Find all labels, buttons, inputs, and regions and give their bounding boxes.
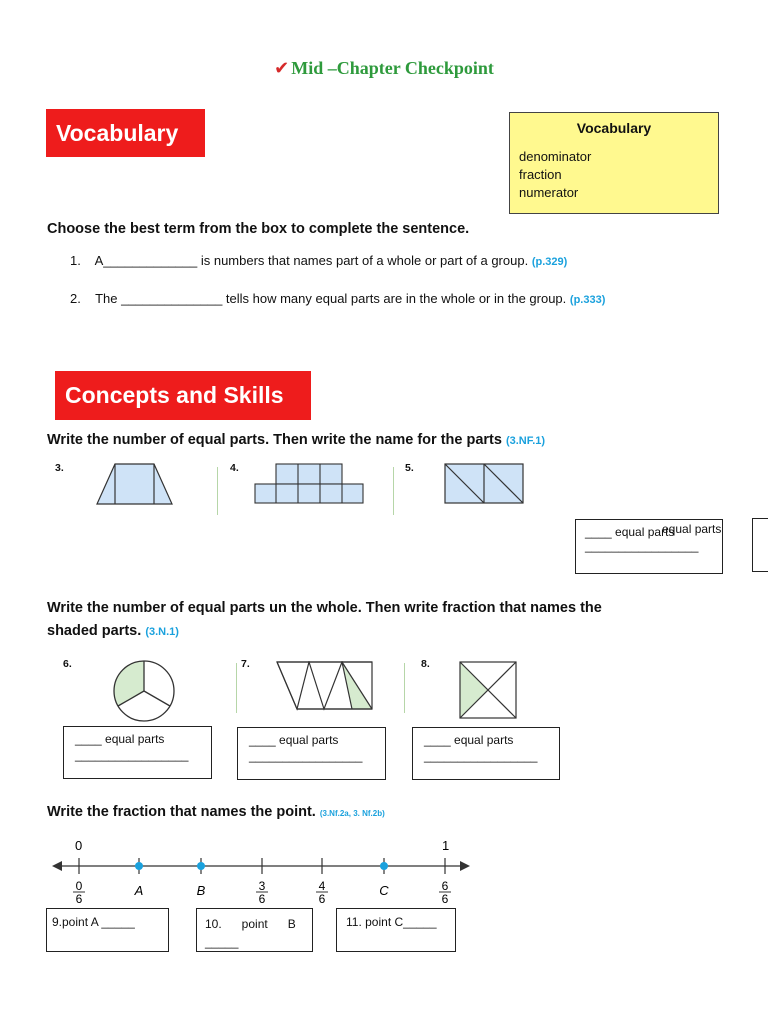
vocabulary-term-list [519,148,718,202]
fraction-line: _________________ [424,749,538,763]
fraction-4-denominator: 6 [318,892,326,906]
fraction-3-denominator: 6 [258,892,266,906]
vocab-term: denominator [519,149,592,164]
shape-8-number: 8. [421,658,430,670]
point-a-prompt: 9.point A _____ [52,915,135,929]
question-2-text: The ______________ tells how many equal parts are in the whole or in the group. [95,291,567,306]
vocab-term: fraction [519,167,562,182]
stacked-rectangles-shape [254,463,366,505]
instruction-equal-parts-text: Write the number of equal parts. Then write the name for the parts [47,432,502,448]
equal-parts-line: ____ equal parts [585,525,675,539]
point-c-marker [380,862,388,870]
divider [236,663,237,713]
point-b-marker [197,862,205,870]
instruction-shaded-parts-line2: shaded parts. [47,623,142,639]
equal-parts-line: ____ equal parts [75,732,165,746]
equal-parts-line: ____ equal parts [249,733,339,747]
concepts-skills-banner: Concepts and Skills [55,371,311,420]
answer-box-partial [752,518,768,572]
instruction-shaded-parts [47,597,602,644]
vocabulary-box [509,112,719,214]
question-2-ref: (p.333) [569,294,606,306]
point-a-marker [135,862,143,870]
point-b-label: B [196,883,206,898]
instruction-number-line-ref: (3.Nf.2a, 3. Nf.2b) [319,809,385,818]
divider [404,663,405,713]
point-b-prompt: 10. point B [205,917,296,931]
circle-thirds-shape [112,659,176,723]
fraction-6-numerator: 6 [441,879,449,893]
question-1-number: 1. [70,253,81,268]
vocabulary-box-heading: Vocabulary [576,120,652,136]
top-label-0: 0 [75,838,83,853]
divider [393,467,394,515]
question-1-text: A_____________ is numbers that names part of a whole or part of a group. [94,253,529,268]
vocab-term: numerator [519,185,579,200]
instruction-equal-parts [47,432,545,448]
divider [217,467,218,515]
instruction-equal-parts-ref: (3.NF.1) [505,435,546,447]
equal-parts-line: ____ equal parts [424,733,514,747]
fraction-0-denominator: 6 [75,892,83,906]
point-b-blank: _____ [205,935,239,949]
question-1-ref: (p.329) [531,256,568,268]
instruction-number-line-text: Write the fraction that names the point. [47,804,316,820]
fraction-4-numerator: 4 [318,879,326,893]
instruction-shaded-parts-line1: Write the number of equal parts un the whole. Then write fraction that names the [47,600,602,616]
page-title [0,58,768,79]
shape-6-number: 6. [63,658,72,670]
checkmark-icon: ✔ [274,58,290,79]
point-c-label: C [379,883,389,898]
vocabulary-banner: Vocabulary [46,109,205,157]
answer-box-shape-6[interactable] [63,726,212,779]
answer-box-shape-7[interactable] [237,727,386,780]
point-c-prompt: 11. point C_____ [346,915,437,929]
instruction-shaded-parts-ref: (3.N.1) [145,626,179,638]
arrow-left-icon [52,861,62,871]
equal-parts-overlap-text: equal parts [662,522,722,536]
answer-box-shape-8[interactable] [412,727,560,780]
instruction-number-line [47,804,385,820]
fraction-line: _________________ [249,749,363,763]
answer-box-point-b[interactable] [196,908,313,952]
number-line [50,836,480,906]
shape-4-number: 4. [230,462,239,474]
shape-5-number: 5. [405,462,414,474]
fraction-name-line: _________________ [585,539,699,553]
question-2 [70,291,605,306]
point-a-label: A [134,883,144,898]
arrow-right-icon [460,861,470,871]
question-1 [70,253,567,268]
square-quarters-shape [459,661,517,719]
top-label-1: 1 [442,838,450,853]
page-title-text: Mid –Chapter Checkpoint [291,58,494,78]
trapezoid-shape [95,463,175,505]
shape-7-number: 7. [241,658,250,670]
fraction-line: _________________ [75,748,189,762]
instruction-choose-term: Choose the best term from the box to complete the sentence. [47,221,470,237]
answer-box-point-c[interactable] [336,908,456,952]
fraction-3-numerator: 3 [258,879,266,893]
answer-box-point-a[interactable] [46,908,169,952]
divided-rectangle-shape [444,463,526,505]
question-2-number: 2. [70,291,81,306]
shape-3-number: 3. [55,462,64,474]
fraction-0-numerator: 0 [75,879,83,893]
fraction-6-denominator: 6 [441,892,449,906]
triangles-parallelogram-shape [276,661,374,711]
